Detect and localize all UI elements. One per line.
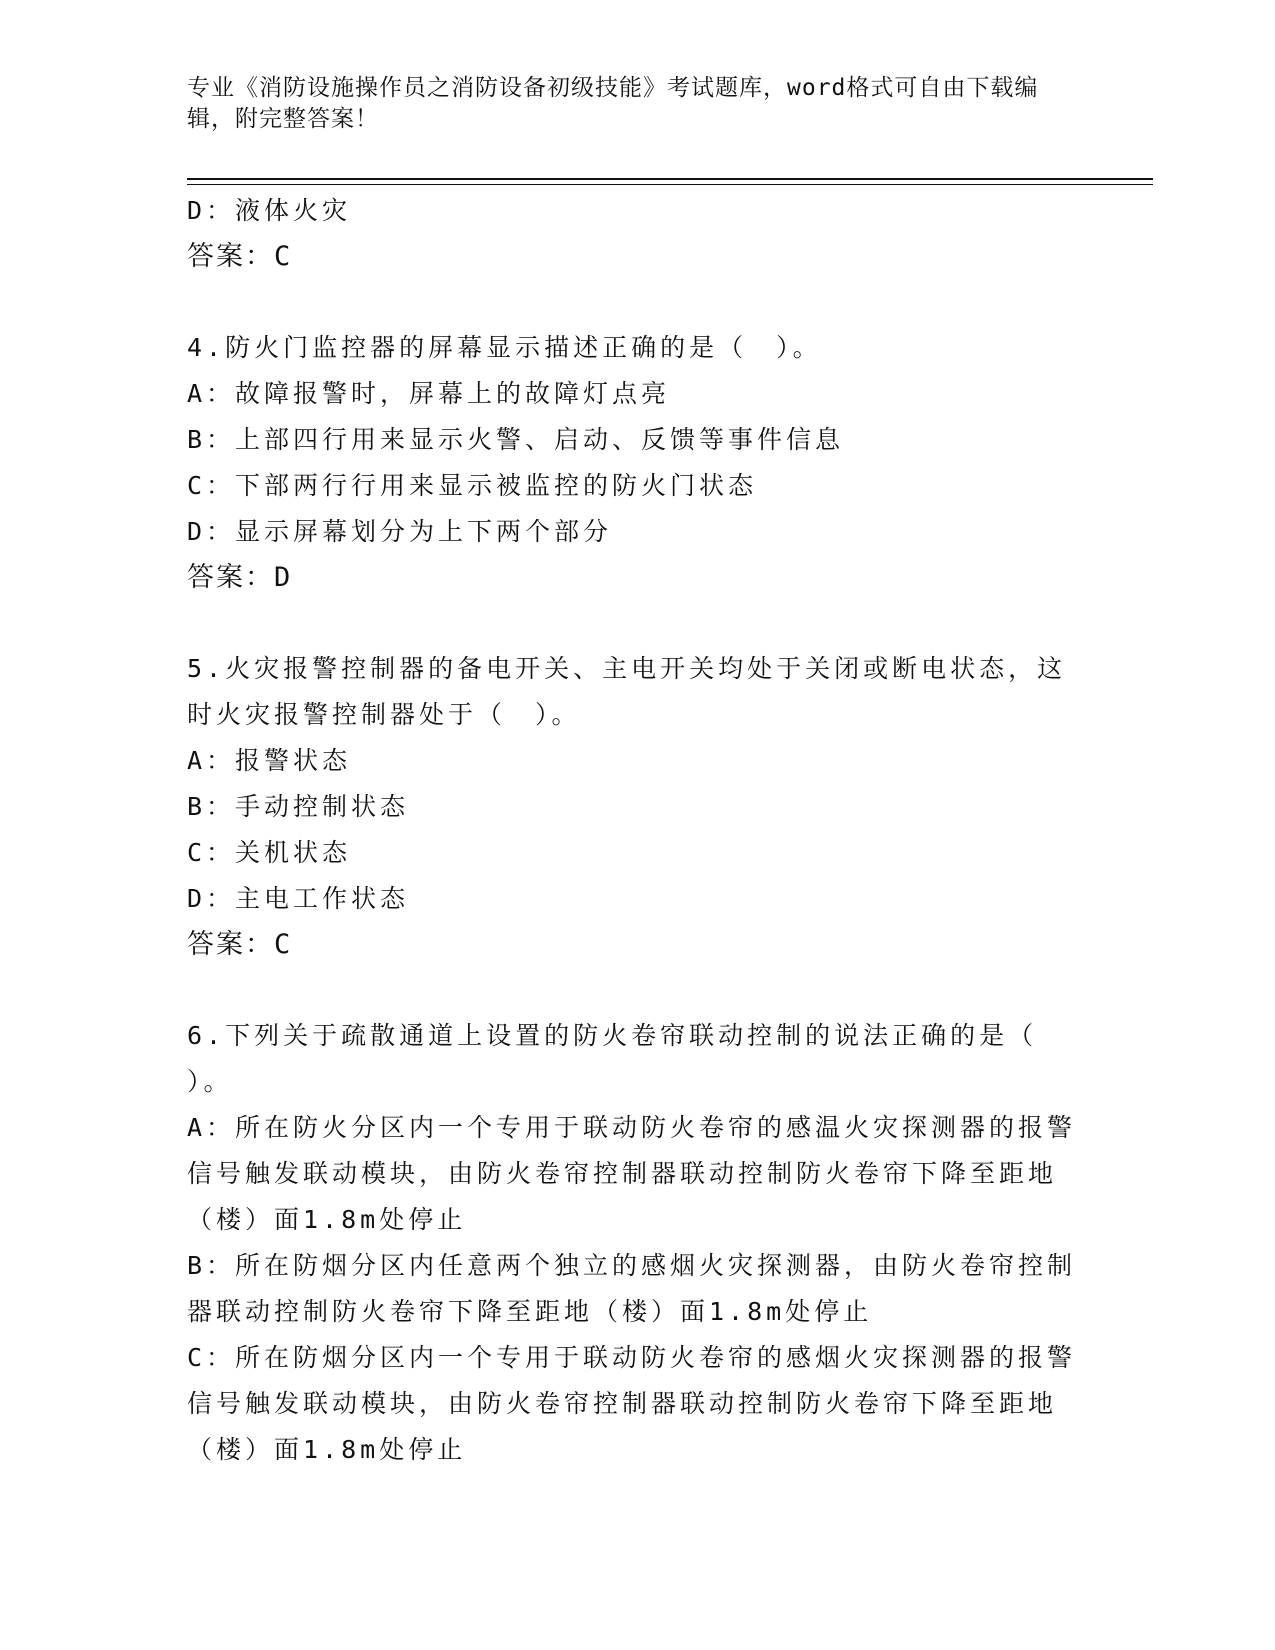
option-c: C：关机状态 (187, 838, 352, 867)
option-b: B：所在防烟分区内任意两个独立的感烟火灾探测器，由防火卷帘控制 (187, 1251, 1077, 1280)
option-d: D：显示屏幕划分为上下两个部分 (187, 517, 613, 546)
question-5 (187, 646, 1087, 968)
spacer (187, 601, 1087, 646)
fragment-answer: 答案：C (187, 241, 293, 272)
header-line-2: 辑，附完整答案！ (187, 106, 379, 132)
question-6 (187, 1013, 1087, 1473)
option-a-cont: 信号触发联动模块，由防火卷帘控制器联动控制防火卷帘下降至距地 (187, 1159, 1058, 1188)
header-rule-thick (187, 178, 1153, 180)
question-stem: 6.下列关于疏散通道上设置的防火卷帘联动控制的说法正确的是（ (187, 1021, 1038, 1050)
question-stem-cont: 时火灾报警控制器处于（ ）。 (187, 700, 581, 729)
option-c: C：下部两行行用来显示被监控的防火门状态 (187, 471, 758, 500)
header-rule-thin (187, 184, 1153, 185)
option-b: B：手动控制状态 (187, 792, 410, 821)
question-stem-cont: ）。 (187, 1067, 233, 1096)
option-a-cont: （楼）面1.8m处停止 (187, 1205, 467, 1234)
option-b: B：上部四行用来显示火警、启动、反馈等事件信息 (187, 425, 845, 454)
option-a: A：故障报警时，屏幕上的故障灯点亮 (187, 379, 671, 408)
answer: 答案：D (187, 562, 293, 593)
spacer (187, 968, 1087, 1013)
option-c-cont: （楼）面1.8m处停止 (187, 1435, 467, 1464)
option-a: A：所在防火分区内一个专用于联动防火卷帘的感温火灾探测器的报警 (187, 1113, 1077, 1142)
question-stem: 4.防火门监控器的屏幕显示描述正确的是（ ）。 (187, 333, 822, 362)
option-a: A：报警状态 (187, 746, 352, 775)
option-b-cont: 器联动控制防火卷帘下降至距地（楼）面1.8m处停止 (187, 1297, 873, 1326)
option-d: D：主电工作状态 (187, 884, 410, 913)
answer: 答案：C (187, 929, 293, 960)
header-line-1: 专业《消防设施操作员之消防设备初级技能》考试题库，word格式可自由下载编 (187, 75, 1039, 101)
fragment-option-d: D：液体火灾 (187, 196, 352, 225)
option-c: C：所在防烟分区内一个专用于联动防火卷帘的感烟火灾探测器的报警 (187, 1343, 1077, 1372)
question-content (187, 188, 1087, 1473)
spacer (187, 280, 1087, 325)
question-4 (187, 325, 1087, 601)
option-c-cont: 信号触发联动模块，由防火卷帘控制器联动控制防火卷帘下降至距地 (187, 1389, 1058, 1418)
question-stem: 5.火灾报警控制器的备电开关、主电开关均处于关闭或断电状态，这 (187, 654, 1067, 683)
page-header (187, 73, 1067, 135)
